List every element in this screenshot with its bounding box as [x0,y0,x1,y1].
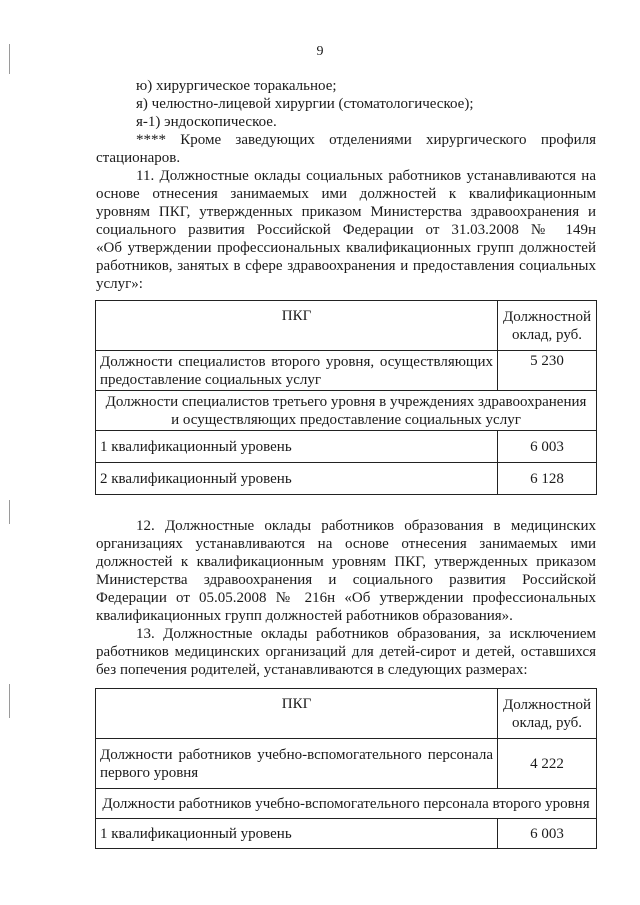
table-row [96,463,597,495]
scan-margin-mark [9,684,10,718]
paragraph-11-line: уровням ПКГ, утвержденных приказом Министерства здравоохранения и [96,204,596,220]
paragraph-13-line: без попечения родителей, устанавливаются в следующих размерах: [96,662,528,678]
row-label: 1 квалификационный уровень [96,819,498,849]
row-label: 2 квалификационный уровень [96,463,498,495]
scan-margin-mark [9,500,10,524]
paragraph-12-line: организациях устанавливаются на основе отнесения занимаемых ими [96,536,596,552]
header-salary-line: Должностной [502,308,592,325]
paragraph-13-line: работников медицинских организаций для детей-сирот и детей, оставшихся [96,644,596,660]
list-item: я-1) эндоскопическое. [136,114,277,130]
footnote-line: **** Кроме заведующих отделениями хирургического профиля [136,132,596,148]
table-group-row [96,391,597,431]
row-label: Должности работников учебно-вспомогательного персонала первого уровня [96,739,498,789]
paragraph-12-line: квалификационных групп должностей работников образования». [96,608,513,624]
list-item: я) челюстно-лицевой хирургии (стоматологическое); [136,96,474,112]
header-salary [498,689,597,739]
table-row [96,431,597,463]
list-item: ю) хирургическое торакальное; [136,78,337,94]
table-header-row [96,689,597,739]
table-group-row [96,789,597,819]
header-pkg: ПКГ [96,689,498,739]
paragraph-11-line: «Об утверждении профессиональных квалификационных групп должностей [96,240,596,256]
paragraph-13-line: 13. Должностные оклады работников образования, за исключением [136,626,596,642]
table-row [96,351,597,391]
row-value: 4 222 [498,739,597,789]
paragraph-12-line: Федерации от 05.05.2008 № 216н «Об утверждении профессиональных [96,590,596,606]
paragraph-11-line: работников, занятых в сфере здравоохранения и предоставления социальных [96,258,596,274]
paragraph-11-line: основе отнесения занимаемых ими должностей к квалификационным [96,186,596,202]
paragraph-11-line: социального развития Российской Федерации от 31.03.2008 № 149н [96,222,596,238]
salary-table-education-workers [95,688,597,849]
paragraph-11-line: 11. Должностные оклады социальных работников устанавливаются на [136,168,596,184]
paragraph-11-line: услуг»: [96,276,143,292]
row-label: Должности специалистов второго уровня, осуществляющих предоставление социальных услуг [96,351,498,391]
paragraph-12-line: Министерства здравоохранения и социального развития Российской [96,572,596,588]
page-number: 9 [316,44,324,59]
paragraph-12-line: должностей к квалификационным уровням ПКГ, утвержденных приказом [96,554,596,570]
header-salary-line: оклад, руб. [511,714,583,731]
table-row [96,819,597,849]
row-value: 5 230 [498,351,597,391]
group-label: Должности специалистов третьего уровня в учреждениях здравоохранения и осуществляющих предоставление социальных услуг [96,391,597,431]
paragraph-12-line: 12. Должностные оклады работников образования в медицинских [136,518,596,534]
header-salary [498,301,597,351]
table-row [96,739,597,789]
table-header-row [96,301,597,351]
header-pkg: ПКГ [96,301,498,351]
row-value: 6 003 [498,819,597,849]
footnote-line: стационаров. [96,150,181,166]
row-label: 1 квалификационный уровень [96,431,498,463]
header-salary-line: оклад, руб. [511,326,583,343]
header-salary-line: Должностной [502,696,592,713]
group-label: Должности работников учебно-вспомогательного персонала второго уровня [96,789,597,819]
salary-table-social-workers [95,300,597,495]
row-value: 6 003 [498,431,597,463]
row-value: 6 128 [498,463,597,495]
